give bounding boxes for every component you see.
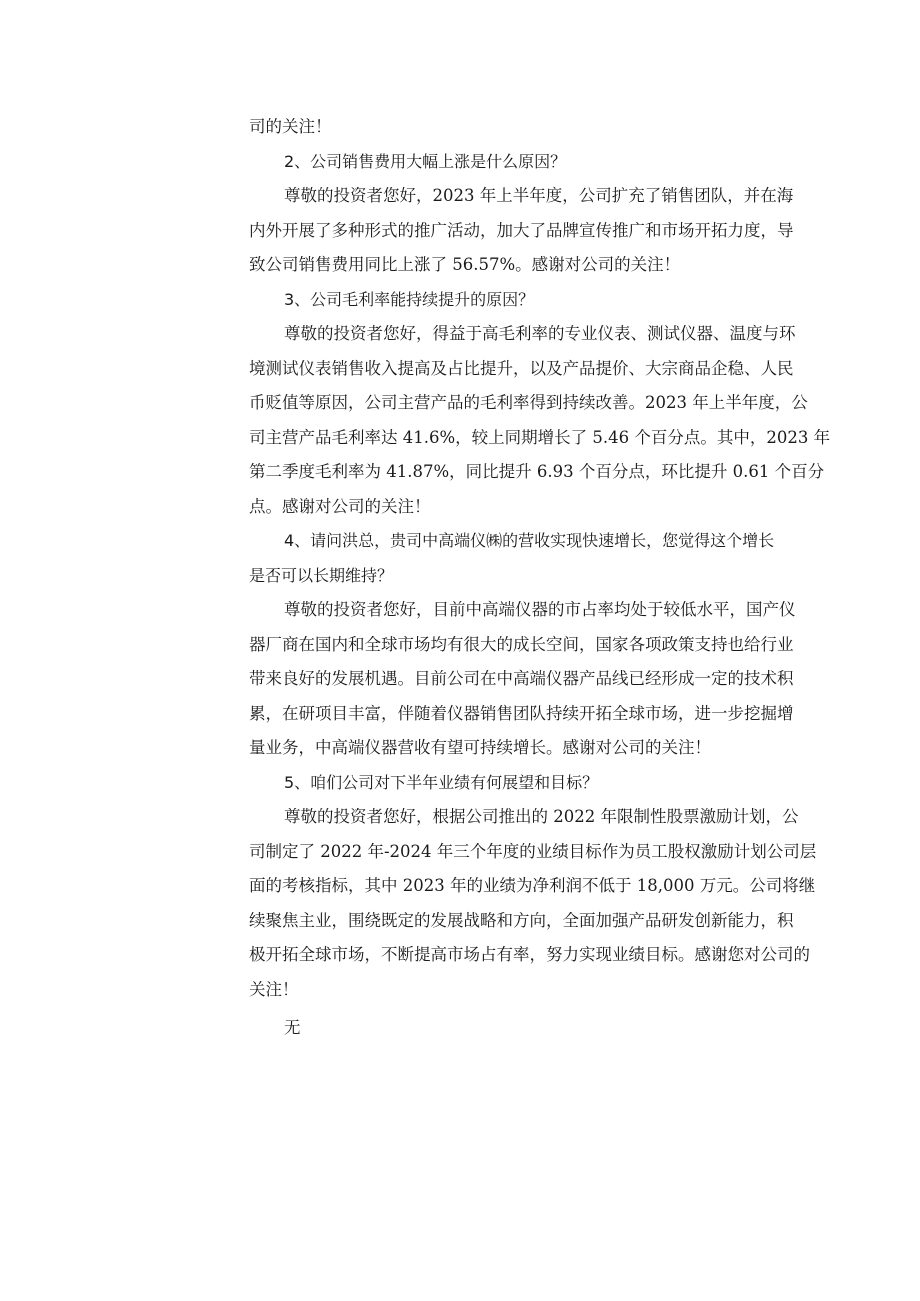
text-line: 无 (284, 1018, 301, 1037)
text-line: 器厂商在国内和全球市场均有很大的成长空间，国家各项政策支持也给行业 (249, 634, 794, 654)
text-line: 带来良好的发展机遇。目前公司在中高端仪器产品线已经形成一定的技术积 (249, 669, 794, 688)
text-line: 司制定了 2022 年-2024 年三个年度的业绩目标作为员工股权激励计划公司层 (249, 841, 817, 861)
text-line: 尊敬的投资者您好，根据公司推出的 2022 年限制性股票激励计划，公 (284, 807, 799, 826)
text-line: 量业务，中高端仪器营收有望可持续增长。感谢对公司的关注！ (249, 738, 711, 757)
text-line: 尊敬的投资者您好，得益于高毛利率的专业仪表、测试仪器、温度与环 (284, 324, 796, 343)
text-line: 关注！ (249, 979, 299, 999)
text-line: 5、咱们公司对下半年业绩有何展望和目标？ (284, 772, 599, 792)
text-line: 内外开展了多种形式的推广活动，加大了品牌宣传推广和市场开拓力度，导 (249, 220, 794, 240)
answer-3 (249, 317, 831, 524)
final-note (249, 1011, 815, 1046)
text-line: 致公司销售费用同比上涨了 56.57%。感谢对公司的关注！ (249, 255, 681, 274)
text-line: 累，在研项目丰富，伴随着仪器销售团队持续开拓全球市场，进一步挖掘增 (249, 703, 794, 723)
text-line: 尊敬的投资者您好，2023 年上半年度，公司扩充了销售团队，并在海 (284, 186, 794, 205)
text-line: 4、请问洪总，贵司中高端仪㈱的营收实现快速增长，您觉得这个增长 (284, 531, 775, 550)
question-2 (249, 145, 815, 180)
document-page (249, 110, 831, 1046)
question-3 (249, 283, 815, 318)
text-line: 3、公司毛利率能持续提升的原因？ (284, 289, 535, 309)
text-line: 司的关注！ (249, 117, 332, 136)
question-5 (249, 766, 815, 801)
text-line: 币贬值等原因，公司主营产品的毛利率得到持续改善。2023 年上半年度，公 (249, 393, 808, 412)
text-line: 极开拓全球市场，不断提高市场占有率，努力实现业绩目标。感谢您对公司的 (249, 945, 810, 964)
answer-5 (249, 800, 815, 1007)
text-line: 尊敬的投资者您好，目前中高端仪器的市占率均处于较低水平，国产仪 (284, 600, 796, 619)
text-line: 面的考核指标，其中 2023 年的业绩为净利润不低于 18,000 万元。公司将继 (249, 876, 816, 895)
text-line: 点。感谢对公司的关注！ (249, 496, 431, 516)
text-line: 境测试仪表销售收入提高及占比提升，以及产品提价、大宗商品企稳、人民 (249, 358, 794, 378)
answer-tail (249, 110, 815, 145)
answer-2 (249, 179, 815, 283)
text-line: 是否可以长期维持？ (249, 565, 394, 585)
text-line: 第二季度毛利率为 41.87%，同比提升 6.93 个百分点，环比提升 0.61 个百分 (249, 462, 825, 481)
answer-4 (249, 593, 815, 766)
text-line: 2、公司销售费用大幅上涨是什么原因？ (284, 151, 567, 171)
text-line: 续聚焦主业，围绕既定的发展战略和方向，全面加强产品研发创新能力，积 (249, 910, 794, 930)
question-4 (249, 524, 815, 593)
text-line: 司主营产品毛利率达 41.6%，较上同期增长了 5.46 个百分点。其中，2023 年 (249, 427, 831, 447)
